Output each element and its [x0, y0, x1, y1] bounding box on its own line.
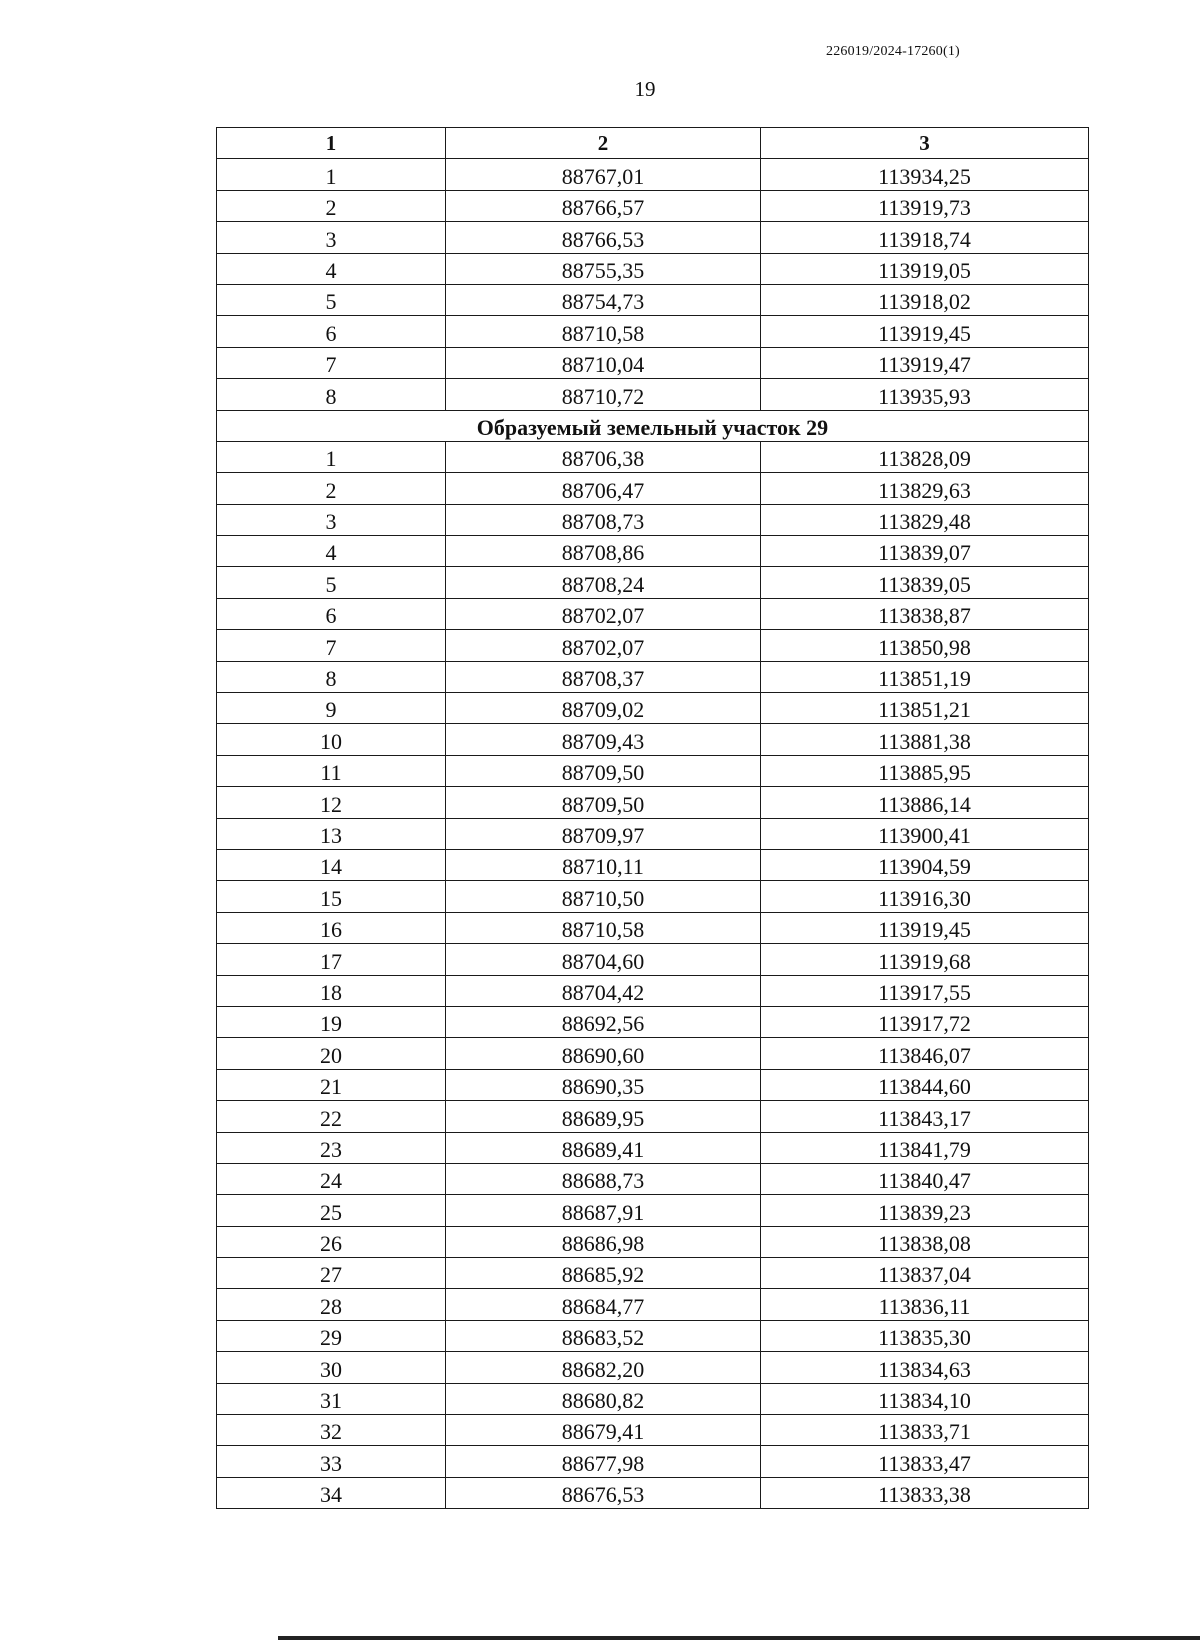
table-row — [217, 567, 1089, 598]
table-row — [217, 1195, 1089, 1226]
table-cell: 88710,04 — [446, 347, 761, 378]
table-cell: 13 — [217, 818, 446, 849]
table-cell: 88702,07 — [446, 598, 761, 629]
table-cell: 88710,58 — [446, 912, 761, 943]
table-cell: 10 — [217, 724, 446, 755]
table-cell: 113829,48 — [761, 504, 1089, 535]
table-cell: 113844,60 — [761, 1069, 1089, 1100]
table-cell: 28 — [217, 1289, 446, 1320]
table-cell: 21 — [217, 1069, 446, 1100]
table-cell: 3 — [217, 504, 446, 535]
table-cell: 88690,60 — [446, 1038, 761, 1069]
table-cell: 5 — [217, 284, 446, 315]
table-cell: 113917,72 — [761, 1006, 1089, 1037]
table-row — [217, 1163, 1089, 1194]
table-cell: 88676,53 — [446, 1477, 761, 1508]
table-cell: 113843,17 — [761, 1101, 1089, 1132]
table-cell: 30 — [217, 1352, 446, 1383]
table-cell: 113919,45 — [761, 912, 1089, 943]
table-cell: 2 — [217, 473, 446, 504]
table-cell: 34 — [217, 1477, 446, 1508]
table-cell: 113840,47 — [761, 1163, 1089, 1194]
table-row — [217, 222, 1089, 253]
table-cell: 113919,47 — [761, 347, 1089, 378]
table-row — [217, 190, 1089, 221]
table-row — [217, 912, 1089, 943]
table-row — [217, 693, 1089, 724]
table-cell: 88710,11 — [446, 849, 761, 880]
table-cell: 7 — [217, 347, 446, 378]
table-cell: 113838,08 — [761, 1226, 1089, 1257]
table-cell: 113834,63 — [761, 1352, 1089, 1383]
table-cell: 88682,20 — [446, 1352, 761, 1383]
table-cell: 15 — [217, 881, 446, 912]
table-cell: 88709,43 — [446, 724, 761, 755]
table-row — [217, 1289, 1089, 1320]
table-cell: 88702,07 — [446, 630, 761, 661]
table-cell: 113841,79 — [761, 1132, 1089, 1163]
table-cell: 88684,77 — [446, 1289, 761, 1320]
table-row — [217, 536, 1089, 567]
table-cell: 88709,50 — [446, 787, 761, 818]
table-cell: 20 — [217, 1038, 446, 1069]
table-cell: 25 — [217, 1195, 446, 1226]
table-cell: 88692,56 — [446, 1006, 761, 1037]
table-cell: 113833,38 — [761, 1477, 1089, 1508]
table-cell: 113934,25 — [761, 159, 1089, 190]
table-cell: 113919,68 — [761, 944, 1089, 975]
table-cell: 88690,35 — [446, 1069, 761, 1100]
table-cell: 113839,07 — [761, 536, 1089, 567]
table-cell: 4 — [217, 536, 446, 567]
table-cell: 1 — [217, 159, 446, 190]
table-section — [217, 410, 1089, 441]
document-number: 226019/2024-17260(1) — [826, 44, 960, 59]
table-cell: 113846,07 — [761, 1038, 1089, 1069]
column-header: 1 — [217, 128, 446, 159]
table-cell: 29 — [217, 1320, 446, 1351]
table-row — [217, 818, 1089, 849]
table-cell: 88687,91 — [446, 1195, 761, 1226]
table-row — [217, 661, 1089, 692]
table-cell: 88680,82 — [446, 1383, 761, 1414]
table-cell: 11 — [217, 755, 446, 786]
section-title: Образуемый земельный участок 29 — [217, 410, 1089, 441]
table-row — [217, 787, 1089, 818]
table-row — [217, 284, 1089, 315]
table-cell: 113918,74 — [761, 222, 1089, 253]
table-row — [217, 881, 1089, 912]
table-cell: 23 — [217, 1132, 446, 1163]
table-row — [217, 1258, 1089, 1289]
table-row — [217, 1415, 1089, 1446]
table-cell: 113881,38 — [761, 724, 1089, 755]
table-row — [217, 1320, 1089, 1351]
table-row — [217, 1446, 1089, 1477]
table-row — [217, 473, 1089, 504]
table-cell: 88708,37 — [446, 661, 761, 692]
table-cell: 88704,60 — [446, 944, 761, 975]
table-cell: 88755,35 — [446, 253, 761, 284]
table-cell: 88706,47 — [446, 473, 761, 504]
table-row — [217, 1352, 1089, 1383]
table-cell: 113886,14 — [761, 787, 1089, 818]
table-cell: 9 — [217, 693, 446, 724]
table-cell: 88677,98 — [446, 1446, 761, 1477]
table-cell: 88688,73 — [446, 1163, 761, 1194]
table-cell: 113838,87 — [761, 598, 1089, 629]
table-body-before — [217, 159, 1089, 410]
table-cell: 113850,98 — [761, 630, 1089, 661]
table-cell: 6 — [217, 316, 446, 347]
table-cell: 5 — [217, 567, 446, 598]
table-row — [217, 598, 1089, 629]
table-cell: 113851,21 — [761, 693, 1089, 724]
table-row — [217, 755, 1089, 786]
table-cell: 113904,59 — [761, 849, 1089, 880]
table-cell: 88709,97 — [446, 818, 761, 849]
table-cell: 88708,73 — [446, 504, 761, 535]
table-cell: 113916,30 — [761, 881, 1089, 912]
table-cell: 8 — [217, 661, 446, 692]
table-cell: 16 — [217, 912, 446, 943]
table-cell: 12 — [217, 787, 446, 818]
table-cell: 22 — [217, 1101, 446, 1132]
table-row — [217, 1069, 1089, 1100]
table-cell: 88767,01 — [446, 159, 761, 190]
table-row — [217, 347, 1089, 378]
table-cell: 113836,11 — [761, 1289, 1089, 1320]
section-row — [217, 410, 1089, 441]
table-cell: 113839,23 — [761, 1195, 1089, 1226]
table-cell: 1 — [217, 441, 446, 472]
table-row — [217, 1226, 1089, 1257]
table-cell: 113851,19 — [761, 661, 1089, 692]
table-row — [217, 975, 1089, 1006]
table-cell: 27 — [217, 1258, 446, 1289]
table-row — [217, 316, 1089, 347]
table-cell: 88679,41 — [446, 1415, 761, 1446]
table-cell: 88710,50 — [446, 881, 761, 912]
column-header: 2 — [446, 128, 761, 159]
table-row — [217, 1132, 1089, 1163]
table-cell: 3 — [217, 222, 446, 253]
table-cell: 113828,09 — [761, 441, 1089, 472]
table-cell: 4 — [217, 253, 446, 284]
table-row — [217, 1383, 1089, 1414]
table-cell: 88708,24 — [446, 567, 761, 598]
table-row — [217, 159, 1089, 190]
table-row — [217, 724, 1089, 755]
table-row — [217, 944, 1089, 975]
table-row — [217, 630, 1089, 661]
table-cell: 88683,52 — [446, 1320, 761, 1351]
table-row — [217, 253, 1089, 284]
table-cell: 88766,57 — [446, 190, 761, 221]
table-cell: 88754,73 — [446, 284, 761, 315]
table-cell: 18 — [217, 975, 446, 1006]
table-cell: 113833,47 — [761, 1446, 1089, 1477]
table-row — [217, 1006, 1089, 1037]
table-cell: 26 — [217, 1226, 446, 1257]
table-cell: 7 — [217, 630, 446, 661]
table-cell: 88710,72 — [446, 379, 761, 410]
table-cell: 17 — [217, 944, 446, 975]
table-row — [217, 1477, 1089, 1508]
table-cell: 88709,02 — [446, 693, 761, 724]
table-cell: 113919,05 — [761, 253, 1089, 284]
scan-edge-line — [278, 1636, 1200, 1640]
table-cell: 14 — [217, 849, 446, 880]
table-cell: 113917,55 — [761, 975, 1089, 1006]
table-row — [217, 504, 1089, 535]
table-row — [217, 379, 1089, 410]
table-cell: 113839,05 — [761, 567, 1089, 598]
table-cell: 113837,04 — [761, 1258, 1089, 1289]
table-cell: 88708,86 — [446, 536, 761, 567]
table-cell: 33 — [217, 1446, 446, 1477]
table-cell: 32 — [217, 1415, 446, 1446]
table-cell: 113919,45 — [761, 316, 1089, 347]
table-row — [217, 1101, 1089, 1132]
table-body-after — [217, 441, 1089, 1508]
table-row — [217, 441, 1089, 472]
table-cell: 24 — [217, 1163, 446, 1194]
table-cell: 88704,42 — [446, 975, 761, 1006]
table-cell: 19 — [217, 1006, 446, 1037]
table-cell: 113835,30 — [761, 1320, 1089, 1351]
table-cell: 88710,58 — [446, 316, 761, 347]
table-cell: 88686,98 — [446, 1226, 761, 1257]
column-header: 3 — [761, 128, 1089, 159]
table-cell: 113918,02 — [761, 284, 1089, 315]
table-cell: 88709,50 — [446, 755, 761, 786]
table-cell: 113834,10 — [761, 1383, 1089, 1414]
table-cell: 113935,93 — [761, 379, 1089, 410]
table-cell: 113885,95 — [761, 755, 1089, 786]
table-cell: 88766,53 — [446, 222, 761, 253]
table-cell: 113829,63 — [761, 473, 1089, 504]
table-cell: 8 — [217, 379, 446, 410]
table-row — [217, 1038, 1089, 1069]
table-cell: 113833,71 — [761, 1415, 1089, 1446]
table-cell: 31 — [217, 1383, 446, 1414]
table-row — [217, 849, 1089, 880]
page-number: 19 — [634, 77, 656, 101]
coordinates-table — [216, 127, 1089, 1509]
table-cell: 88706,38 — [446, 441, 761, 472]
table-cell: 113919,73 — [761, 190, 1089, 221]
table-cell: 2 — [217, 190, 446, 221]
table-cell: 88689,95 — [446, 1101, 761, 1132]
table-cell: 6 — [217, 598, 446, 629]
table-cell: 113900,41 — [761, 818, 1089, 849]
table-header-row — [217, 128, 1089, 159]
table-cell: 88685,92 — [446, 1258, 761, 1289]
table-cell: 88689,41 — [446, 1132, 761, 1163]
